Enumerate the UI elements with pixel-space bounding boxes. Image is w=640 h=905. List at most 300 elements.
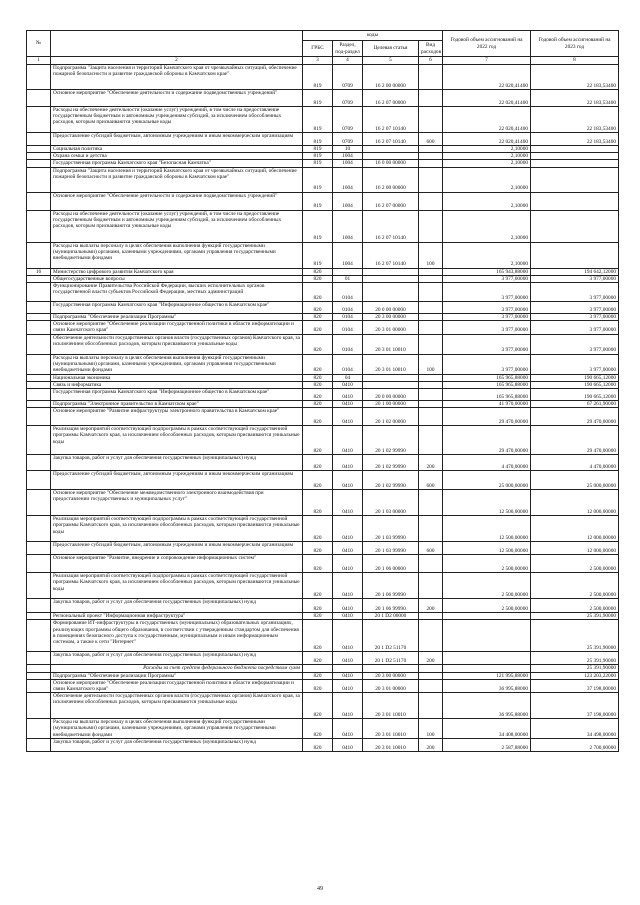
- razdel-cell: 0410: [333, 555, 363, 573]
- razdel-cell: 0410: [333, 381, 363, 388]
- csr-cell: 20 3 01 10010: [363, 334, 419, 354]
- amount-2022-cell: 41 970,00000: [443, 401, 531, 408]
- csr-cell: 20 1 02 99990: [363, 471, 419, 490]
- row-number-cell: [27, 167, 51, 192]
- amount-2022-cell: 36 995,88000: [443, 693, 531, 719]
- amount-2022-cell: 22 020,41400: [443, 90, 531, 107]
- row-name-cell: Основное мероприятие "Развитие, внедрение и сопровождение информационных систем": [51, 555, 303, 573]
- table-row: [27, 334, 619, 354]
- amount-2022-cell: 25 000,00000: [443, 471, 531, 490]
- grbs-cell: 819: [303, 153, 333, 160]
- vr-cell: [419, 334, 443, 354]
- row-number-cell: [27, 314, 51, 321]
- table-row: [27, 160, 619, 167]
- amount-2022-cell: [443, 652, 531, 665]
- header-2022: Годовой объем ассигнований на 2022 год: [443, 31, 531, 57]
- row-number-cell: [27, 719, 51, 739]
- row-name-cell: Предоставление субсидий бюджетным, автономным учреждениям и иным некоммерческим организациям: [51, 471, 303, 490]
- vr-cell: [419, 153, 443, 160]
- grbs-cell: 820: [303, 314, 333, 321]
- amount-2023-cell: 12 000,00000: [531, 542, 619, 555]
- amount-2023-cell: 3 977,00000: [531, 354, 619, 374]
- row-number-cell: [27, 381, 51, 388]
- vr-cell: [419, 679, 443, 692]
- csr-cell: 20 1 00 00000: [363, 401, 419, 408]
- row-number-cell: [27, 321, 51, 334]
- csr-cell: 20 1 D2 00000: [363, 613, 419, 620]
- index-cell: 6: [419, 57, 443, 65]
- vr-cell: [419, 381, 443, 388]
- vr-cell: 600: [419, 471, 443, 490]
- grbs-cell: 820: [303, 389, 333, 401]
- vr-cell: [419, 490, 443, 516]
- amount-2022-cell: 34 408,00000: [443, 719, 531, 739]
- vr-cell: [419, 374, 443, 381]
- table-row: [27, 146, 619, 153]
- grbs-cell: 819: [303, 160, 333, 167]
- csr-cell: 20 3 01 10010: [363, 354, 419, 374]
- csr-cell: 20 1 06 99990: [363, 599, 419, 613]
- row-name-cell: Закупка товаров, работ и услуг для обеспечения государственных (муниципальных) нужд: [51, 599, 303, 613]
- amount-2023-cell: 22 183,53400: [531, 107, 619, 133]
- vr-cell: [419, 302, 443, 314]
- amount-2023-cell: 37 198,00000: [531, 679, 619, 692]
- razdel-cell: 0104: [333, 314, 363, 321]
- csr-cell: 20 0 00 00000: [363, 389, 419, 401]
- table-row: [27, 242, 619, 268]
- razdel-cell: 0410: [333, 426, 363, 455]
- amount-2022-cell: 29 470,00000: [443, 408, 531, 426]
- grbs-cell: 820: [303, 719, 333, 739]
- grbs-cell: 820: [303, 739, 333, 752]
- razdel-cell: 0410: [333, 679, 363, 692]
- csr-cell: 20 1 02 99990: [363, 455, 419, 471]
- amount-2023-cell: [531, 146, 619, 153]
- row-name-cell: Региональный проект "Информационная инфраструктура": [51, 613, 303, 620]
- amount-2022-cell: 22 020,41400: [443, 65, 531, 90]
- grbs-cell: 819: [303, 192, 333, 210]
- amount-2022-cell: [443, 613, 531, 620]
- amount-2022-cell: 2 500,00000: [443, 573, 531, 599]
- table-row: [27, 426, 619, 455]
- table-row: [27, 516, 619, 542]
- razdel-cell: [333, 665, 363, 672]
- csr-cell: 20 1 D2 51170: [363, 652, 419, 665]
- vr-cell: [419, 573, 443, 599]
- amount-2022-cell: 2,10000: [443, 210, 531, 242]
- grbs-cell: 820: [303, 516, 333, 542]
- header-codes: коды: [303, 31, 443, 41]
- row-name-cell: Подпрограмма "Защита населения и территорий Камчатского края от чрезвычайных ситуаций, обеспечение пожарной безопасности и развитие гражданской обороны в Камчатском крае": [51, 65, 303, 90]
- row-number-cell: [27, 408, 51, 426]
- budget-table-sheet: [26, 30, 618, 752]
- amount-2022-cell: 3 977,00000: [443, 302, 531, 314]
- vr-cell: [419, 275, 443, 282]
- table-row: [27, 65, 619, 90]
- row-number-cell: [27, 153, 51, 160]
- row-number-cell: [27, 192, 51, 210]
- vr-cell: 100: [419, 354, 443, 374]
- razdel-cell: 0410: [333, 490, 363, 516]
- row-number-cell: [27, 739, 51, 752]
- vr-cell: [419, 693, 443, 719]
- amount-2022-cell: 3 977,00000: [443, 314, 531, 321]
- row-number-cell: [27, 374, 51, 381]
- index-cell: 2: [51, 57, 303, 65]
- razdel-cell: 0104: [333, 334, 363, 354]
- csr-cell: 20 3 01 10010: [363, 693, 419, 719]
- row-name-cell: Социальная политика: [51, 146, 303, 153]
- amount-2022-cell: 22 020,41400: [443, 107, 531, 133]
- amount-2023-cell: 12 000,00000: [531, 516, 619, 542]
- amount-2023-cell: 3 977,00000: [531, 275, 619, 282]
- csr-cell: 20 3 01 00000: [363, 321, 419, 334]
- table-row: [27, 321, 619, 334]
- row-number-cell: [27, 401, 51, 408]
- csr-cell: [363, 665, 419, 672]
- grbs-cell: 819: [303, 133, 333, 146]
- vr-cell: 200: [419, 739, 443, 752]
- amount-2023-cell: 194 642,12000: [531, 268, 619, 275]
- row-number-cell: [27, 652, 51, 665]
- grbs-cell: 820: [303, 321, 333, 334]
- table-row: [27, 354, 619, 374]
- razdel-cell: 0104: [333, 354, 363, 374]
- amount-2023-cell: 22 183,53400: [531, 90, 619, 107]
- grbs-cell: 820: [303, 381, 333, 388]
- vr-cell: [419, 107, 443, 133]
- csr-cell: [363, 268, 419, 275]
- vr-cell: [419, 160, 443, 167]
- vr-cell: [419, 210, 443, 242]
- amount-2022-cell: 121 995,88000: [443, 672, 531, 679]
- csr-cell: 20 3 00 00000: [363, 314, 419, 321]
- table-row: [27, 613, 619, 620]
- razdel-cell: 0410: [333, 613, 363, 620]
- grbs-cell: 819: [303, 146, 333, 153]
- grbs-cell: 819: [303, 107, 333, 133]
- row-number-cell: [27, 354, 51, 374]
- row-name-cell: Основное мероприятие "Развитие инфраструктуры электронного правительства в Камчатском крае": [51, 408, 303, 426]
- amount-2023-cell: 190 665,12000: [531, 389, 619, 401]
- amount-2023-cell: 25 391,90000: [531, 613, 619, 620]
- razdel-cell: 0410: [333, 620, 363, 652]
- row-number-cell: [27, 146, 51, 153]
- amount-2023-cell: 37 198,00000: [531, 693, 619, 719]
- razdel-cell: 0104: [333, 302, 363, 314]
- row-number-cell: [27, 665, 51, 672]
- grbs-cell: 820: [303, 275, 333, 282]
- razdel-cell: 1004: [333, 210, 363, 242]
- table-row: [27, 490, 619, 516]
- row-name-cell: Подпрограмма "Обеспечение реализации Программы": [51, 672, 303, 679]
- amount-2022-cell: 165 965,88000: [443, 374, 531, 381]
- row-number-cell: [27, 620, 51, 652]
- csr-cell: 16 2 07 10140: [363, 210, 419, 242]
- table-row: [27, 693, 619, 719]
- grbs-cell: 820: [303, 374, 333, 381]
- table-row: [27, 90, 619, 107]
- grbs-cell: 820: [303, 268, 333, 275]
- table-row: [27, 275, 619, 282]
- grbs-cell: 820: [303, 283, 333, 302]
- amount-2022-cell: 4 470,00000: [443, 455, 531, 471]
- amount-2023-cell: [531, 242, 619, 268]
- amount-2023-cell: [531, 210, 619, 242]
- csr-cell: 20 1 03 99990: [363, 516, 419, 542]
- amount-2022-cell: 3 977,00000: [443, 283, 531, 302]
- row-name-cell: Закупка товаров, работ и услуг для обеспечения государственных (муниципальных) нужд: [51, 455, 303, 471]
- row-name-cell: Государственная программа Камчатского края "Информационное общество в Камчатском крае": [51, 389, 303, 401]
- grbs-cell: 819: [303, 167, 333, 192]
- row-name-cell: Реализация мероприятий соответствующей подпрограммы в рамках соответствующей государственной программы Камчатского края, за исключением обособленных расходов, которым присваиваются уникальные коды: [51, 573, 303, 599]
- grbs-cell: 819: [303, 90, 333, 107]
- vr-cell: [419, 555, 443, 573]
- amount-2022-cell: 29 470,00000: [443, 426, 531, 455]
- csr-cell: [363, 374, 419, 381]
- table-row: [27, 268, 619, 275]
- vr-cell: [419, 314, 443, 321]
- amount-2023-cell: 25 391,90000: [531, 665, 619, 672]
- amount-2023-cell: [531, 160, 619, 167]
- row-name-cell: Расходы на выплаты персоналу в целях обеспечения выполнения функций государственными (муниципальными) органами, казенными учреждениями, органами управления государственными внебюджетными фондами: [51, 242, 303, 268]
- csr-cell: 20 1 02 99990: [363, 426, 419, 455]
- table-row: [27, 665, 619, 672]
- row-name-cell: Общегосударственные вопросы: [51, 275, 303, 282]
- razdel-cell: 0410: [333, 672, 363, 679]
- csr-cell: [363, 146, 419, 153]
- row-number-cell: [27, 555, 51, 573]
- grbs-cell: 820: [303, 471, 333, 490]
- row-name-cell: Подпрограмма "Обеспечение реализации Программы": [51, 314, 303, 321]
- csr-cell: [363, 381, 419, 388]
- amount-2022-cell: 3 977,00000: [443, 321, 531, 334]
- amount-2022-cell: 2,10000: [443, 167, 531, 192]
- table-row: [27, 210, 619, 242]
- row-name-cell: Подпрограмма "Защита населения и территорий Камчатского края от чрезвычайных ситуаций, обеспечение пожарной безопасности и развитие гражданской обороны в Камчатском крае": [51, 167, 303, 192]
- amount-2023-cell: 123 203,22000: [531, 672, 619, 679]
- razdel-cell: 0410: [333, 389, 363, 401]
- razdel-cell: 1004: [333, 153, 363, 160]
- row-number-cell: [27, 210, 51, 242]
- index-cell: 1: [27, 57, 51, 65]
- amount-2023-cell: 3 977,00000: [531, 334, 619, 354]
- razdel-cell: 01: [333, 275, 363, 282]
- razdel-cell: 0410: [333, 693, 363, 719]
- row-name-cell: Министерство цифрового развития Камчатского края: [51, 268, 303, 275]
- grbs-cell: 820: [303, 652, 333, 665]
- amount-2023-cell: 2 500,00000: [531, 555, 619, 573]
- grbs-cell: 819: [303, 242, 333, 268]
- table-row: [27, 652, 619, 665]
- amount-2023-cell: 25 391,90000: [531, 620, 619, 652]
- amount-2023-cell: 3 977,00000: [531, 283, 619, 302]
- razdel-cell: 0709: [333, 65, 363, 90]
- row-number-cell: [27, 65, 51, 90]
- amount-2023-cell: 12 000,00000: [531, 490, 619, 516]
- vr-cell: [419, 146, 443, 153]
- table-row: [27, 192, 619, 210]
- row-number-cell: [27, 275, 51, 282]
- razdel-cell: 0410: [333, 455, 363, 471]
- header-vr: Вид расходов: [419, 41, 443, 57]
- grbs-cell: 820: [303, 679, 333, 692]
- row-name-cell: Государственная программа Камчатского края "Информационное общество в Камчатском крае": [51, 302, 303, 314]
- vr-cell: 600: [419, 542, 443, 555]
- razdel-cell: 0410: [333, 401, 363, 408]
- row-name-cell: Подпрограмма "Электронное правительство в Камчатском крае": [51, 401, 303, 408]
- amount-2022-cell: [443, 665, 531, 672]
- razdel-cell: 0709: [333, 107, 363, 133]
- row-number-cell: [27, 693, 51, 719]
- row-name-cell: Обеспечение деятельности государственных органов власти (государственных органов) Камчатского края, за исключением обособленных расходов, которым присваиваются уникальные коды: [51, 693, 303, 719]
- amount-2023-cell: 2 500,00000: [531, 599, 619, 613]
- razdel-cell: 0709: [333, 90, 363, 107]
- row-name-cell: Расходы на обеспечение деятельности (оказание услуг) учреждений, в том числе на предоставление государственным бюджетным и автономным учреждениям субсидий, за исключением обособленных расходов, которым присваиваются уникальные коды: [51, 107, 303, 133]
- amount-2023-cell: 4 470,00000: [531, 455, 619, 471]
- csr-cell: 16 2 00 00000: [363, 167, 419, 192]
- vr-cell: 200: [419, 455, 443, 471]
- row-name-cell: Основное мероприятие "Обеспечение реализации государственной политики в области информатизации и связи Камчатского края": [51, 679, 303, 692]
- table-row: [27, 389, 619, 401]
- grbs-cell: 820: [303, 693, 333, 719]
- row-number-cell: [27, 490, 51, 516]
- table-row: [27, 672, 619, 679]
- razdel-cell: 0410: [333, 739, 363, 752]
- amount-2022-cell: 3 977,00000: [443, 354, 531, 374]
- table-row: [27, 408, 619, 426]
- vr-cell: [419, 426, 443, 455]
- row-name-cell: Расходы на выплаты персоналу в целях обеспечения выполнения функций государственными (муниципальными) органами, казенными учреждениями, органами управления государственными внебюджетными фондами: [51, 354, 303, 374]
- row-number-cell: [27, 679, 51, 692]
- csr-cell: 16 2 07 10140: [363, 242, 419, 268]
- amount-2023-cell: [531, 153, 619, 160]
- amount-2022-cell: 22 020,41400: [443, 133, 531, 146]
- csr-cell: 20 3 01 10010: [363, 719, 419, 739]
- header-2023: Годовой объем ассигнований на 2023 год: [531, 31, 619, 57]
- csr-cell: 20 1 03 99990: [363, 542, 419, 555]
- razdel-cell: 1004: [333, 167, 363, 192]
- vr-cell: 100: [419, 242, 443, 268]
- row-number-cell: [27, 516, 51, 542]
- index-row: [27, 57, 619, 65]
- row-number-cell: [27, 302, 51, 314]
- amount-2022-cell: [443, 620, 531, 652]
- row-number-cell: [27, 334, 51, 354]
- table-row: [27, 381, 619, 388]
- row-number-cell: [27, 455, 51, 471]
- row-number-cell: [27, 471, 51, 490]
- amount-2023-cell: 3 977,00000: [531, 314, 619, 321]
- amount-2023-cell: 29 470,00000: [531, 426, 619, 455]
- grbs-cell: [303, 665, 333, 672]
- vr-cell: [419, 672, 443, 679]
- vr-cell: [419, 192, 443, 210]
- grbs-cell: 820: [303, 613, 333, 620]
- row-name-cell: Реализация мероприятий соответствующей подпрограммы в рамках соответствующей государственной программы Камчатского края, за исключением обособленных расходов, которым присваиваются уникальные коды: [51, 426, 303, 455]
- razdel-cell: 0410: [333, 719, 363, 739]
- amount-2023-cell: 25 391,90000: [531, 652, 619, 665]
- grbs-cell: 820: [303, 672, 333, 679]
- grbs-cell: 820: [303, 573, 333, 599]
- table-body: [27, 65, 619, 752]
- grbs-cell: 820: [303, 426, 333, 455]
- grbs-cell: 820: [303, 354, 333, 374]
- row-name-cell: Реализация мероприятий соответствующей подпрограммы в рамках соответствующей государственной программы Камчатского края, за исключением обособленных расходов, которым присваиваются уникальные коды: [51, 516, 303, 542]
- grbs-cell: 820: [303, 542, 333, 555]
- row-name-cell: Предоставление субсидий бюджетным, автономным учреждениям и иным некоммерческим организациям: [51, 133, 303, 146]
- razdel-cell: 0410: [333, 516, 363, 542]
- table-row: [27, 542, 619, 555]
- csr-cell: [363, 153, 419, 160]
- row-name-cell: Закупка товаров, работ и услуг для обеспечения государственных (муниципальных) нужд: [51, 739, 303, 752]
- amount-2023-cell: 29 470,00000: [531, 408, 619, 426]
- razdel-cell: 1004: [333, 192, 363, 210]
- row-number-cell: [27, 573, 51, 599]
- row-name-cell: Расходы на обеспечение деятельности (оказание услуг) учреждений, в том числе на предоставление государственным бюджетным и автономным учреждениям субсидий, за исключением обособленных расходов, которым присваиваются уникальные коды: [51, 210, 303, 242]
- row-name-cell: Связь и информатика: [51, 381, 303, 388]
- grbs-cell: 820: [303, 620, 333, 652]
- vr-cell: [419, 408, 443, 426]
- table-row: [27, 471, 619, 490]
- vr-cell: [419, 620, 443, 652]
- razdel-cell: 04: [333, 374, 363, 381]
- amount-2022-cell: 2,10000: [443, 146, 531, 153]
- vr-cell: [419, 283, 443, 302]
- csr-cell: 20 1 D2 51170: [363, 620, 419, 652]
- amount-2023-cell: 190 665,12000: [531, 381, 619, 388]
- amount-2023-cell: [531, 167, 619, 192]
- csr-cell: 16 2 07 10140: [363, 133, 419, 146]
- row-number-cell: [27, 160, 51, 167]
- row-number-cell: [27, 242, 51, 268]
- table-row: [27, 599, 619, 613]
- vr-cell: 600: [419, 133, 443, 146]
- grbs-cell: 820: [303, 455, 333, 471]
- header-csr: Целевая статья: [363, 41, 419, 57]
- amount-2023-cell: 190 665,12000: [531, 374, 619, 381]
- header-name: [51, 31, 303, 57]
- amount-2022-cell: 2,10000: [443, 192, 531, 210]
- row-number-cell: [27, 283, 51, 302]
- table-row: [27, 302, 619, 314]
- csr-cell: 20 1 03 00000: [363, 490, 419, 516]
- row-number-cell: [27, 90, 51, 107]
- table-row: [27, 555, 619, 573]
- grbs-cell: 820: [303, 401, 333, 408]
- razdel-cell: [333, 268, 363, 275]
- row-number-cell: [27, 133, 51, 146]
- amount-2022-cell: 2,10000: [443, 153, 531, 160]
- amount-2023-cell: 22 183,53400: [531, 133, 619, 146]
- csr-cell: 20 3 01 00000: [363, 679, 419, 692]
- amount-2022-cell: 2,10000: [443, 160, 531, 167]
- table-row: [27, 573, 619, 599]
- amount-2023-cell: 67 261,90000: [531, 401, 619, 408]
- razdel-cell: 1004: [333, 242, 363, 268]
- row-name-cell: Основное мероприятие "Обеспечение реализации государственной политики в области информатизации и связи Камчатского края": [51, 321, 303, 334]
- razdel-cell: 0104: [333, 283, 363, 302]
- amount-2022-cell: 2 500,00000: [443, 599, 531, 613]
- razdel-cell: 0410: [333, 652, 363, 665]
- row-number-cell: [27, 107, 51, 133]
- razdel-cell: 0104: [333, 321, 363, 334]
- table-row: [27, 455, 619, 471]
- amount-2022-cell: 165 965,88000: [443, 389, 531, 401]
- vr-cell: [419, 389, 443, 401]
- table-row: [27, 133, 619, 146]
- table-row: [27, 401, 619, 408]
